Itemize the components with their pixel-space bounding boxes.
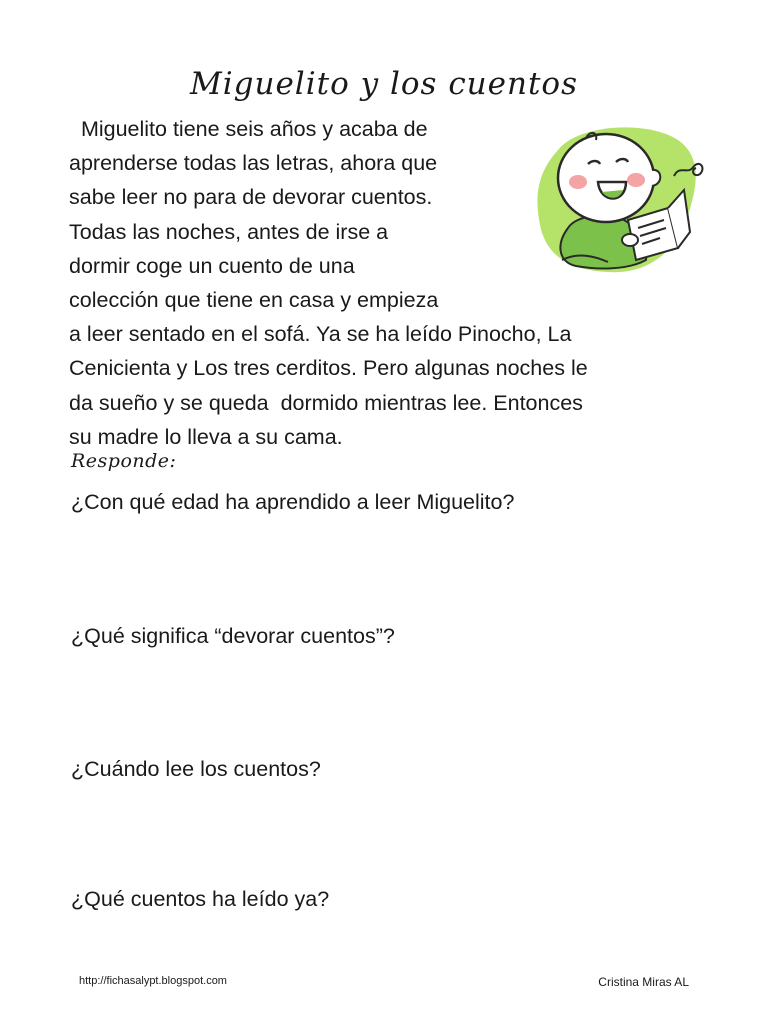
story-line: Todas las noches, antes de irse a xyxy=(69,219,389,244)
question-2: ¿Qué significa “devorar cuentos”? xyxy=(71,624,395,648)
story-line: dormir coge un cuento de una xyxy=(69,253,355,278)
responde-label: Responde: xyxy=(71,450,177,472)
child-reading-illustration-icon xyxy=(528,120,716,280)
question-4: ¿Qué cuentos ha leído ya? xyxy=(71,887,330,911)
story-line: colección que tiene en casa y empieza xyxy=(69,288,439,313)
story-line: a leer sentado en el sofá. Ya se ha leído Pinocho, La xyxy=(69,322,572,347)
question-1: ¿Con qué edad ha aprendido a leer Miguelito? xyxy=(71,490,515,514)
question-3: ¿Cuándo lee los cuentos? xyxy=(71,757,321,781)
story-line: sabe leer no para de devorar cuentos. xyxy=(69,185,433,210)
page-title: Miguelito y los cuentos xyxy=(190,66,578,102)
story-line: su madre lo lleva a su cama. xyxy=(69,424,343,449)
story-line: Cenicienta y Los tres cerditos. Pero algunas noches le xyxy=(69,356,588,381)
footer-url: http://fichasalypt.blogspot.com xyxy=(79,975,227,987)
story-line: da sueño y se queda dormido mientras lee. Entonces xyxy=(69,390,583,415)
footer-author: Cristina Miras AL xyxy=(598,975,689,989)
story-line: Miguelito tiene seis años y acaba de xyxy=(69,117,428,141)
story-line: aprenderse todas las letras, ahora que xyxy=(69,151,438,176)
